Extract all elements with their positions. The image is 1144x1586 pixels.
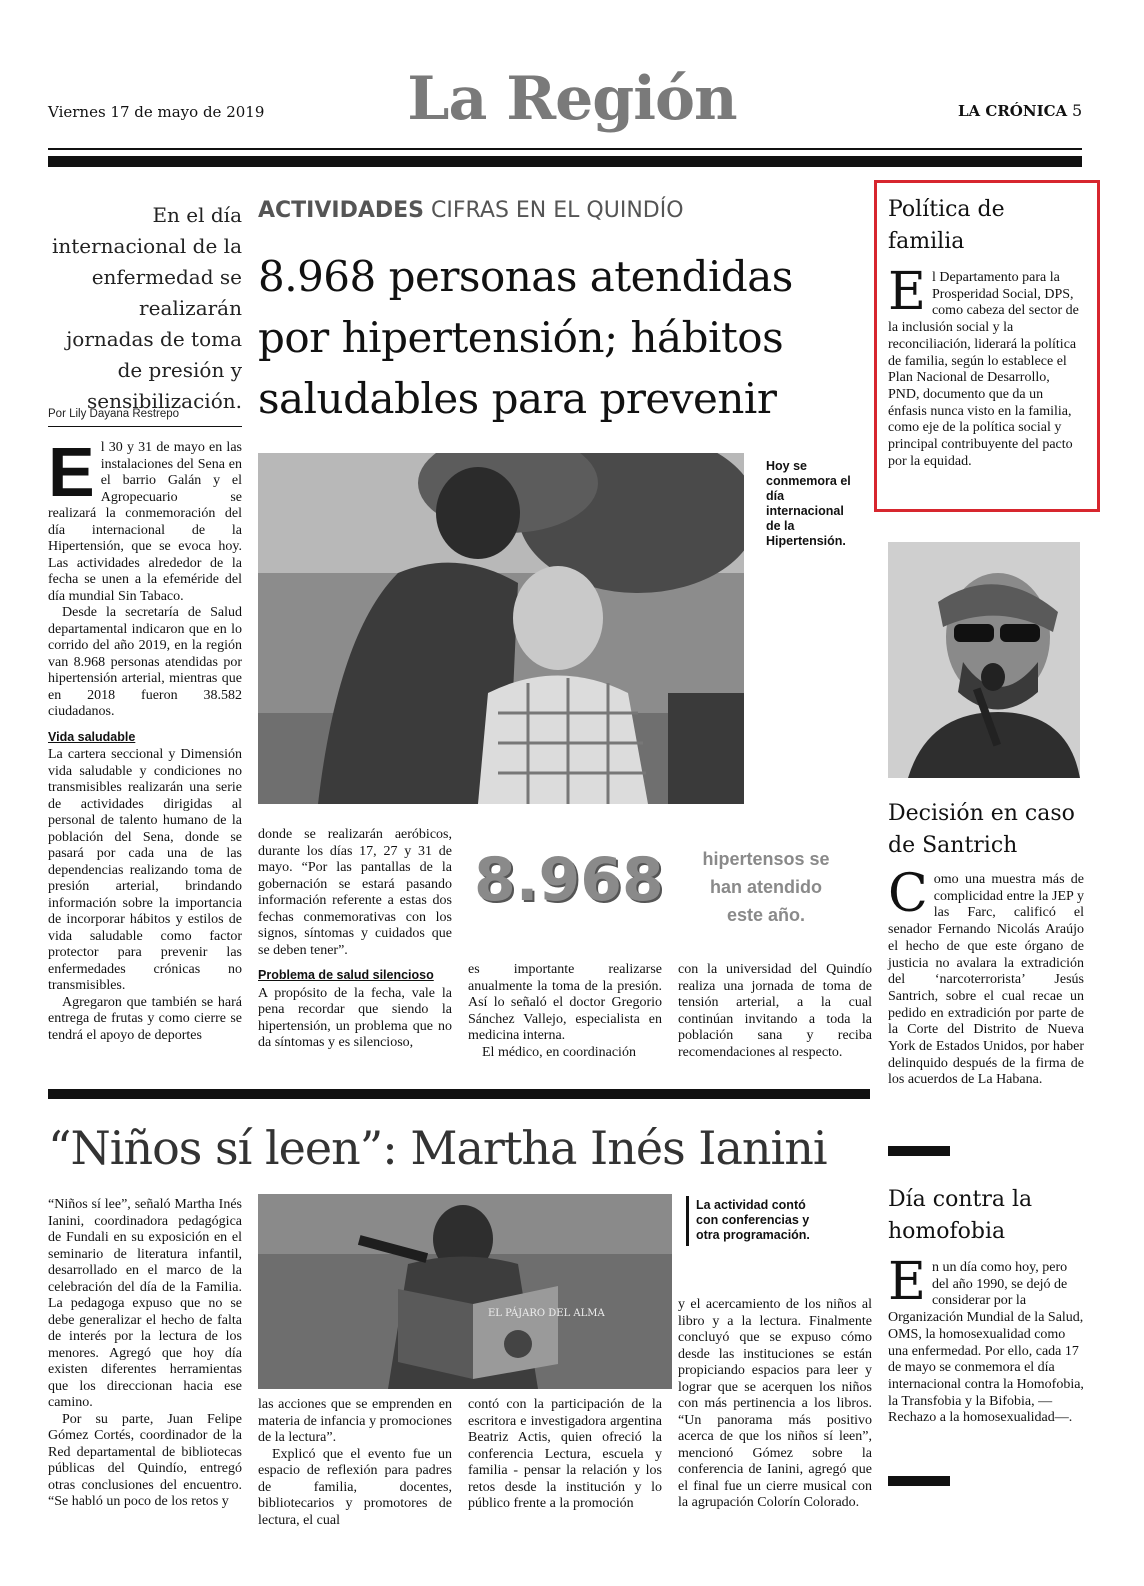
sidebar-text-politica: l Departamento para la Prosperidad Social, DPS, como cabeza del sector de la inclusión social y la reconciliación, liderará la política de familia, según lo establece el Plan Nacional de Desarrollo, PND, documento que da un énfasis nunca visto en la familia, como eje de la política social y principal contribuyente del pacto por la equidad. — [888, 270, 1079, 469]
second-col-4-p1: y el acercamiento de los niños al libro y a la lectura. Finalmente concluyó que se expuso cómo desde las instituciones se están propiciando espacios para leer y lograr que se acerquen los niños con más pertinencia a los libros. “Un panorama más positivo acerca de que los niños sí leen”, mencionó Gómez sobre la conferencia de Ianini, agregó que el final fue un cierre musical con la agrupación Colorín Colorado. — [678, 1297, 872, 1510]
second-headline: “Niños sí leen”: Martha Inés Ianini — [48, 1121, 827, 1175]
sidebar-body-politica — [888, 262, 1084, 470]
subhead-vida-saludable: Vida saludable — [48, 729, 136, 744]
reading-photo-caption: La actividad contó con conferencias y otra programación. — [696, 1198, 810, 1242]
hypertension-photo-caption: Hoy se conmemora el día internacional de la Hipertensión. — [766, 459, 851, 548]
page-number: 5 — [1072, 101, 1083, 120]
sidebar-rule-1 — [888, 1146, 950, 1156]
sidebar-title-santrich: Decisión en caso de Santrich — [888, 801, 1075, 858]
reading-caption-rule — [686, 1196, 689, 1246]
drop-cap: E — [48, 433, 95, 511]
main-col-4 — [678, 962, 872, 1061]
second-col-1-p2: Por su parte, Juan Felipe Gómez Cortés, coordinador de la Red departamental de bibliotecas públicas del Quindío, entregó otras conclusiones del encuentro. “Se habló un poco de los retos y — [48, 1411, 242, 1509]
sidebar-title-politica: Política de familia — [888, 197, 1005, 254]
sidebar-body-homofobia — [888, 1252, 1084, 1427]
second-col-2 — [258, 1397, 452, 1529]
kicker-rest: CIFRAS EN EL QUINDÍO — [431, 198, 684, 223]
santrich-photo — [888, 542, 1080, 778]
header-rule-thick — [48, 156, 1082, 167]
second-col-4 — [678, 1297, 872, 1512]
sidebar-item-politica — [888, 194, 1084, 470]
main-col-3 — [468, 962, 662, 1061]
second-col-3-p1: contó con la participación de la escritora e investigadora argentina Beatriz Actis, quien ofreció la conferencia Lectura, escuela y familia - pensar la relación y los retos desde la institución y lo público frente a la promoción — [468, 1397, 662, 1511]
reading-photo-illustration — [258, 1194, 672, 1389]
sidebar-item-homofobia — [888, 1184, 1084, 1427]
stat-text: hipertensos se han atendido este año. — [702, 849, 830, 925]
main-col-1-p2: Desde la secretaría de Salud departamental indicaron que en lo corrido del año 2019, en la región van 8.968 personas atendidas por hipertensión arterial, mientras que en 2018 fueron 38.582 ciudadanos. — [48, 605, 242, 719]
main-headline: 8.968 personas atendidas por hipertensión; hábitos saludables para prevenir — [258, 252, 793, 423]
second-col-1-p1: “Niños sí lee”, señaló Martha Inés Ianini, coordinadora pedagógica de Fundali en su exposición en el seminario de literatura infantil, desarrollado en el marco de la celebración del día de la Familia. La pedagoga expuso que no se debe generalizar el hecho de falta de interés por la lectura de los menores. Agregó que hoy día existen diferentes herramientas que los direccionan hacia ese camino. — [48, 1197, 242, 1410]
newspaper-name: LA CRÓNICA — [958, 102, 1068, 120]
main-col-2-p1: donde se realizarán aeróbicos, durante los días 17, 27 y 31 de mayo. “Por las pantallas de la gobernación se estará pasando información referente a estas dos fechas conmemorativas con los signos, síntomas y cuidados que se deben tener”. — [258, 827, 452, 958]
issue-date: Viernes 17 de mayo de 2019 — [48, 103, 265, 121]
second-col-2-p2: Explicó que el evento fue un espacio de reflexión para padres de familia, docentes, bibliotecarios y promotores de lectura, el cual — [258, 1446, 452, 1528]
main-col-1 — [48, 433, 242, 1044]
kicker-bold: ACTIVIDADES — [258, 198, 424, 223]
main-col-4-p1: con la universidad del Quindío realiza una jornada de toma de tensión arterial, a la cual continúan invitando a toda la población sana y reciba recomendaciones al respecto. — [678, 962, 872, 1060]
sidebar-body-santrich — [888, 864, 1084, 1089]
second-col-3 — [468, 1397, 662, 1513]
main-col-3-p2: El médico, en coordinación — [482, 1044, 636, 1060]
main-col-2-p2: A propósito de la fecha, vale la pena recordar que siendo la hipertensión, un problema que no da síntomas y es silencioso, — [258, 985, 452, 1050]
byline-rule — [48, 426, 242, 427]
header-rule-thin — [48, 148, 1082, 150]
sidebar-dropcap-politica: E — [888, 262, 926, 322]
article-summary: En el día internacional de la enfermedad se realizarán jornadas de toma de presión y sensibilización. — [51, 203, 242, 413]
main-col-1-p4: Agregaron que también se hará entrega de frutas y como cierre se tendrá el apoyo de deportes — [48, 994, 242, 1043]
subhead-problema: Problema de salud silencioso — [258, 968, 434, 982]
book-title-text: EL PÁJARO DEL ALMA — [488, 1308, 605, 1319]
main-col-1-p1: l 30 y 31 de mayo en las instalaciones del Sena en el barrio Galán y el Agropecuario se realizará la conmemoración del día internacional de la Hipertensión, que se evoca hoy. Las actividades alrededor de la fecha se unen a la efeméride del día mundial Sin Tabaco. — [48, 440, 242, 604]
reading-photo — [258, 1194, 672, 1389]
section-title: La Región — [407, 64, 737, 134]
second-col-1 — [48, 1197, 242, 1511]
sidebar-item-santrich — [888, 798, 1084, 1089]
hypertension-photo — [258, 453, 744, 804]
photo-illustration — [258, 453, 744, 804]
byline: Por Lily Dayana Restrepo — [48, 408, 180, 420]
santrich-photo-illustration — [888, 542, 1080, 778]
second-col-2-p1: las acciones que se emprenden en materia de infancia y promociones de la lectura”. — [258, 1397, 452, 1445]
sidebar-dropcap-santrich: C — [888, 864, 928, 924]
kicker — [258, 198, 684, 223]
sidebar-text-homofobia: n un día como hoy, pero del año 1990, se dejó de considerar por la Organización Mundial de la Salud, OMS, la homosexualidad como una enfermedad. Por ello, cada 17 de mayo se conmemora el día internacional contra la Homofobia, la Transfobia y la Bifobia, —Rechazo a la homosexualidad—. — [888, 1260, 1084, 1426]
article-separator-rule — [48, 1089, 870, 1099]
sidebar-text-santrich: omo una muestra más de complicidad entre la JEP y las Farc, calificó el senador Fernando Nicolás Araújo el hecho de que este órgano de justicia no avalara la extradición del ‘narcoterrorista’ Jesús Santrich, sobre el cual recae un pedido en extradición por parte de la Corte del Distrito de Nueva York de Estados Unidos, por haber delinquido después de la firma de los acuerdos de La Habana. — [888, 872, 1084, 1088]
sidebar-title-homofobia: Día contra la homofobia — [888, 1187, 1033, 1244]
stat-number: 8.968 — [474, 845, 664, 915]
sidebar-rule-2 — [888, 1476, 950, 1486]
sidebar-dropcap-homofobia: E — [888, 1252, 926, 1312]
main-col-2 — [258, 827, 452, 1052]
main-col-3-p1: es importante realizarse anualmente la toma de la presión. Así lo señaló el doctor Gregorio Sánchez Vallejo, especialista en medicina interna. — [468, 962, 662, 1043]
main-col-1-p3: La cartera seccional y Dimensión vida saludable y condiciones no transmisibles realizarán una serie de actividades dirigidas al personal de talento humano de la población del Sena, donde se pasará por cada una de las dependencias realizando toma de presión arterial, brindando información sobre la importancia de incorporar hábitos y estilos de vida saludable como factor protector para prevenir las enfermedades crónicas no transmisibles. — [48, 747, 242, 993]
